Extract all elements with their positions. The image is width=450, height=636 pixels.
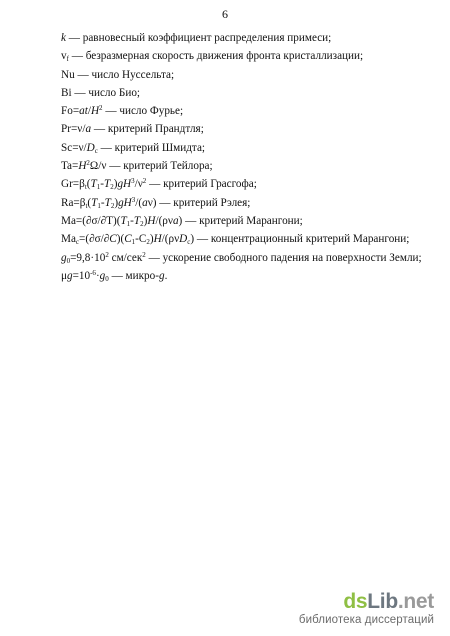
page-number: 6 (222, 7, 228, 21)
watermark-logo: dsLib.net (343, 590, 434, 613)
definition-prandtl: Pr=ν/a — критерий Прандтля; (61, 123, 204, 136)
definition-vf: $v_f$ — безразмерная скорость движения фронта кристаллизации; (61, 50, 364, 64)
definition-schmidt: $Sc=\nu/D_c$ — критерий Шмидта; (61, 141, 206, 155)
watermark-subtitle: библиотека диссертаций (298, 614, 434, 626)
definition-fourier: $Fo=at/H^2$ — число Фурье; (61, 104, 184, 118)
definition-taylor: $Ta=H^2\Omega/\nu$ — критерий Тейлора; (61, 159, 213, 173)
definitions-list (61, 29, 441, 285)
definition-micro-g: $\mu g=10^{-6}\cdot g_0$ — микро-g. (61, 268, 168, 283)
definition-nusselt: Nu — число Нуссельта; (61, 68, 175, 81)
definition-gravity: $g_0=9,8\cdot 10^2$ см/сек$^2$ — ускорение свободного падения на поверхности Земли; (61, 250, 422, 265)
definition-k: k — равновесный коэффициент распределения примеси; (61, 32, 332, 44)
definition-marangoni: $Ma=(\partial\sigma/\partial T)(T_1-T_2)H/(\rho\nu a)$ — критерий Марангони; (61, 214, 303, 228)
definition-biot: Bi — число Био; (61, 86, 141, 99)
definition-marangoni-concentration: $Ma_c=(\partial\sigma/\partial C)(C_1-C_2)H/(\rho\nu D_c)$ — концентрационный критерий Марангони; (61, 233, 410, 247)
dslib-watermark (299, 591, 434, 627)
definition-rayleigh: $Ra=\beta_t(T_1-T_2)gH^3/(a\nu)$ — критерий Рэлея; (61, 195, 251, 210)
definition-grashof: $Gr=\beta_t(T_1-T_2)gH^3/\nu^2$ — критерий Грасгофа; (61, 177, 257, 192)
